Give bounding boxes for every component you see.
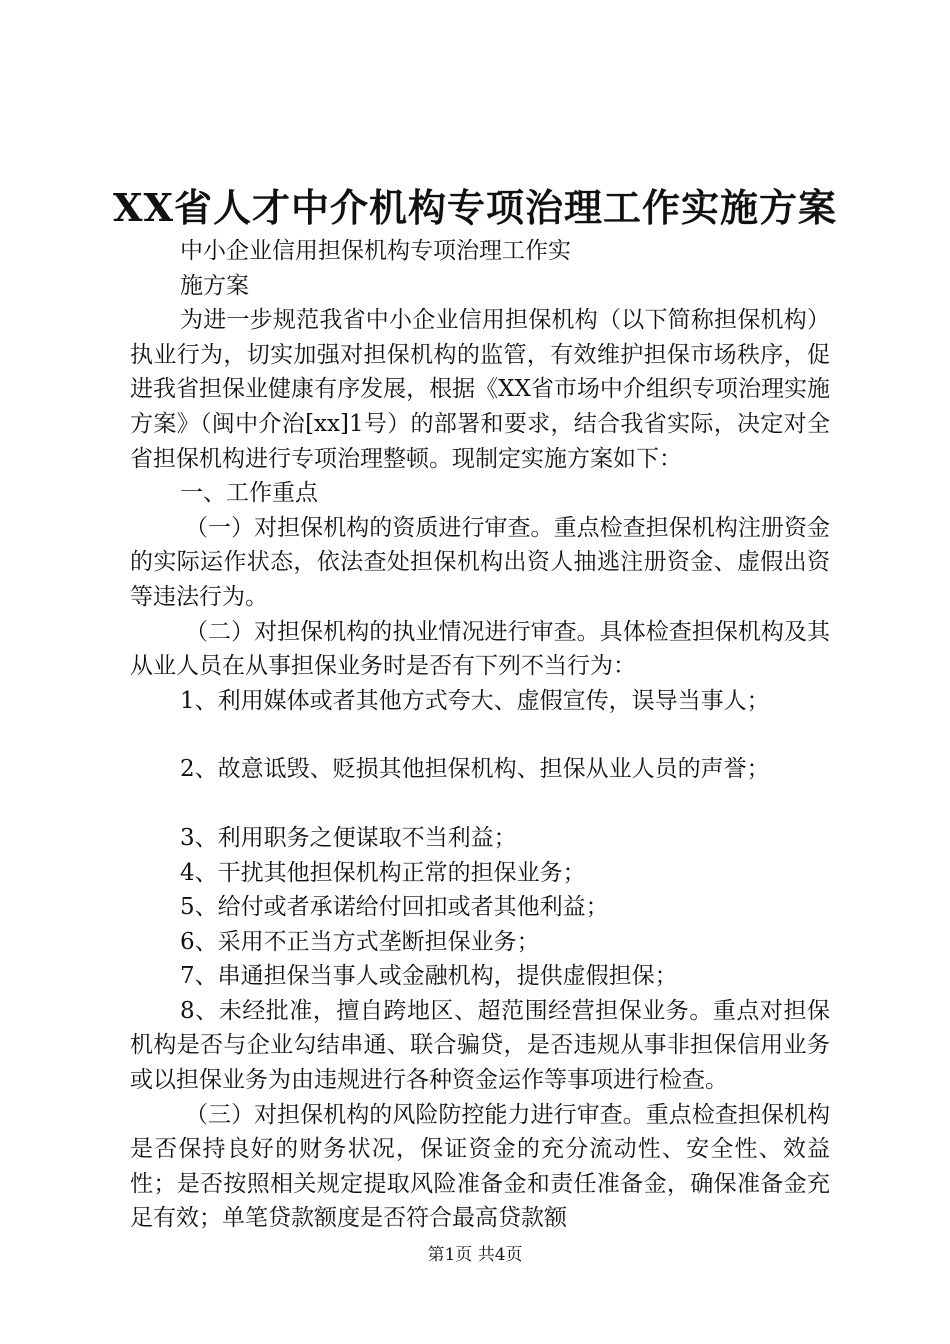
paragraph-item-3: （三）对担保机构的风险防控能力进行审查。重点检查担保机构是否保持良好的财务状况，保证资金的充分流动性、安全性、效益性；是否按照相关规定提取风险准备金和责任准备金，确保准备金充足有效；单笔贷款额度是否符合最高贷款额 (130, 1101, 830, 1232)
list-item-1: 1、利用媒体或者其他方式夸大、虚假宣传，误导当事人； (180, 687, 770, 714)
subtitle-line-1: 中小企业信用担保机构专项治理工作实 (180, 238, 571, 264)
page-number: 第1页 共4页 (427, 1245, 523, 1265)
document-title: XX省人才中介机构专项治理工作实施方案 (113, 185, 837, 230)
section-heading: 一、工作重点 (180, 480, 318, 507)
list-item-6: 6、采用不正当方式垄断担保业务； (180, 928, 540, 955)
list-item-2: 2、故意诋毁、贬损其他担保机构、担保从业人员的声誉； (180, 756, 770, 783)
document-body (130, 234, 830, 1236)
blank-line (130, 787, 830, 821)
paragraph-intro: 为进一步规范我省中小企业信用担保机构（以下简称担保机构）执业行为，切实加强对担保机构的监管，有效维护担保市场秩序，促进我省担保业健康有序发展，根据《XX省市场中介组织专项治理实施方案》（闽中介治[xx]1号）的部署和要求，结合我省实际，决定对全省担保机构进行专项治理整顿。现制定实施方案如下： (130, 307, 830, 472)
paragraph-item-2: （二）对担保机构的执业情况进行审查。具体检查担保机构及其从业人员在从事担保业务时是否有下列不当行为： (130, 618, 830, 680)
subtitle-line-2: 施方案 (180, 272, 249, 299)
list-item-4: 4、干扰其他担保机构正常的担保业务； (180, 859, 586, 886)
list-item-8: 8、未经批准，擅自跨地区、超范围经营担保业务。重点对担保机构是否与企业勾结串通、联合骗贷，是否违规从事非担保信用业务或以担保业务为由违规进行各种资金运作等事项进行检查。 (130, 997, 830, 1094)
paragraph-item-1: （一）对担保机构的资质进行审查。重点检查担保机构注册资金的实际运作状态，依法查处担保机构出资人抽逃注册资金、虚假出资等违法行为。 (130, 514, 830, 610)
list-item-7: 7、串通担保当事人或金融机构，提供虚假担保； (180, 963, 678, 990)
list-item-3: 3、利用职务之便谋取不当利益； (180, 824, 517, 851)
blank-line (130, 718, 830, 752)
list-item-5: 5、给付或者承诺给付回扣或者其他利益； (180, 894, 609, 921)
